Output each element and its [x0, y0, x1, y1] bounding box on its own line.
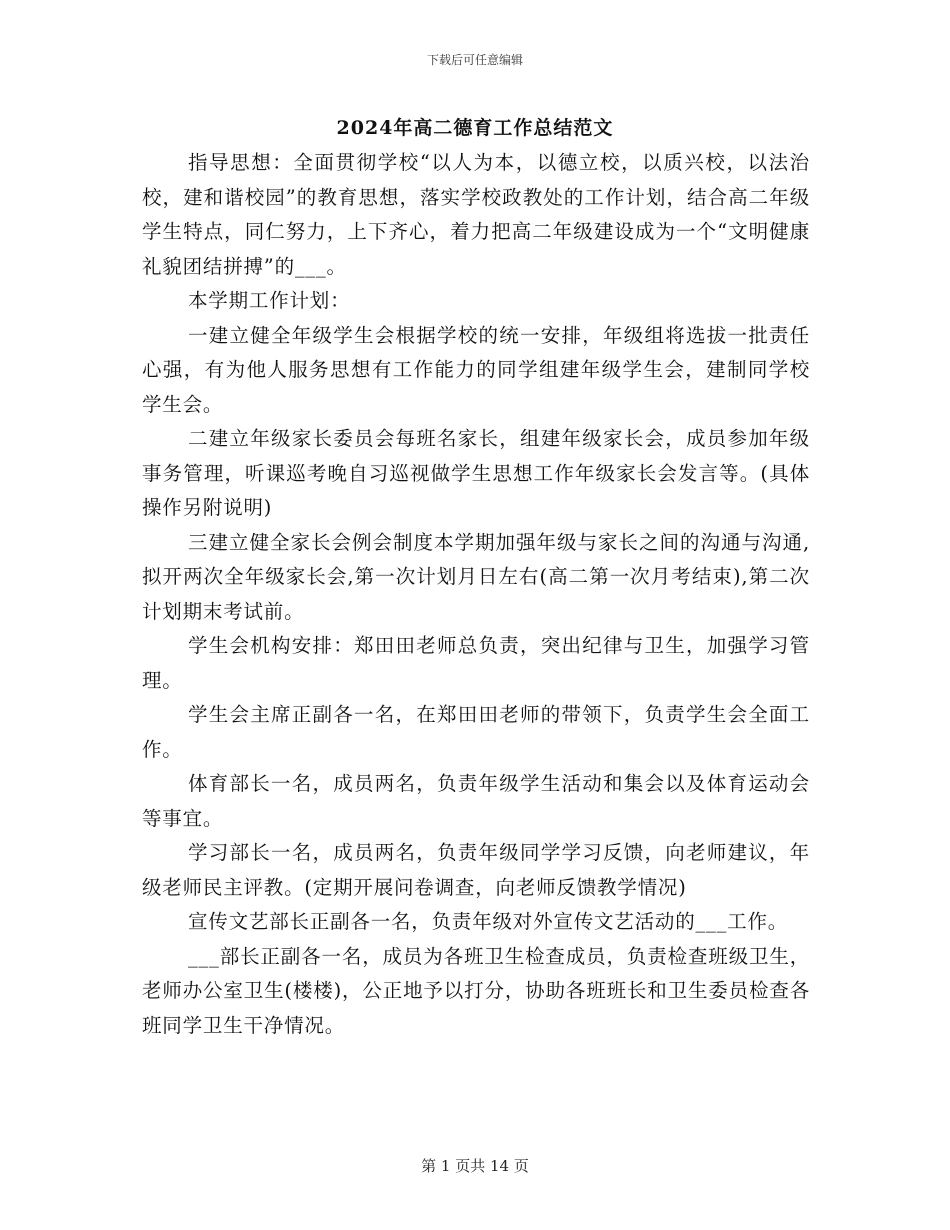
paragraph-study-department: 学习部长一名，成员两名，负责年级同学学习反馈，向老师建议，年级老师民主评教。(定期开展问卷调查，向老师反馈教学情况)	[142, 841, 810, 899]
paragraph-chairman: 学生会主席正副各一名，在郑田田老师的带领下，负责学生会全面工作。	[142, 703, 810, 761]
paragraph-sports-department: 体育部长一名，成员两名，负责年级学生活动和集会以及体育运动会等事宜。	[142, 772, 810, 830]
paragraph-publicity-department: 宣传文艺部长正副各一名，负责年级对外宣传文艺活动的___工作。	[188, 910, 789, 933]
page-number: 第 1 页共 14 页	[421, 1157, 529, 1175]
document-body	[142, 146, 810, 1043]
paragraph-parent-committee: 二建立年级家长委员会每班名家长，组建年级家长会，成员参加年级事务管理，听课巡考晚自习巡视做学生思想工作年级家长会发言等。(具体操作另附说明)	[142, 427, 810, 519]
document-title: 2024年高二德育工作总结范文	[336, 117, 614, 139]
paragraph-parent-meeting: 三建立健全家长会例会制度本学期加强年级与家长之间的沟通与沟通,拟开两次全年级家长会,第一次计划月日左右(高二第一次月考结束),第二次计划期末考试前。	[142, 530, 810, 623]
paragraph-work-plan-heading: 本学期工作计划：	[188, 289, 351, 312]
paragraph-student-union: 一建立健全年级学生会根据学校的统一安排，年级组将选拔一批责任心强，有为他人服务思想有工作能力的同学组建年级学生会，建制同学校学生会。	[142, 323, 810, 416]
paragraph-guiding-ideology: 指导思想：全面贯彻学校“以人为本，以德立校，以质兴校，以法治校，建和谐校园”的教育思想，落实学校政教处的工作计划，结合高二年级学生特点，同仁努力，上下齐心，着力把高二年级建设成为一个“文明健康礼貌团结拼搏”的___。	[142, 151, 810, 278]
page-header: 下载后可任意编辑	[426, 53, 523, 67]
paragraph-hygiene-department: ___部长正副各一名，成员为各班卫生检查成员，负责检查班级卫生，老师办公室卫生(楼楼)，公正地予以打分，协助各班班长和卫生委员检查各班同学卫生干净情况。	[142, 944, 810, 1037]
paragraph-organization: 学生会机构安排：郑田田老师总负责，突出纪律与卫生，加强学习管理。	[142, 634, 810, 692]
